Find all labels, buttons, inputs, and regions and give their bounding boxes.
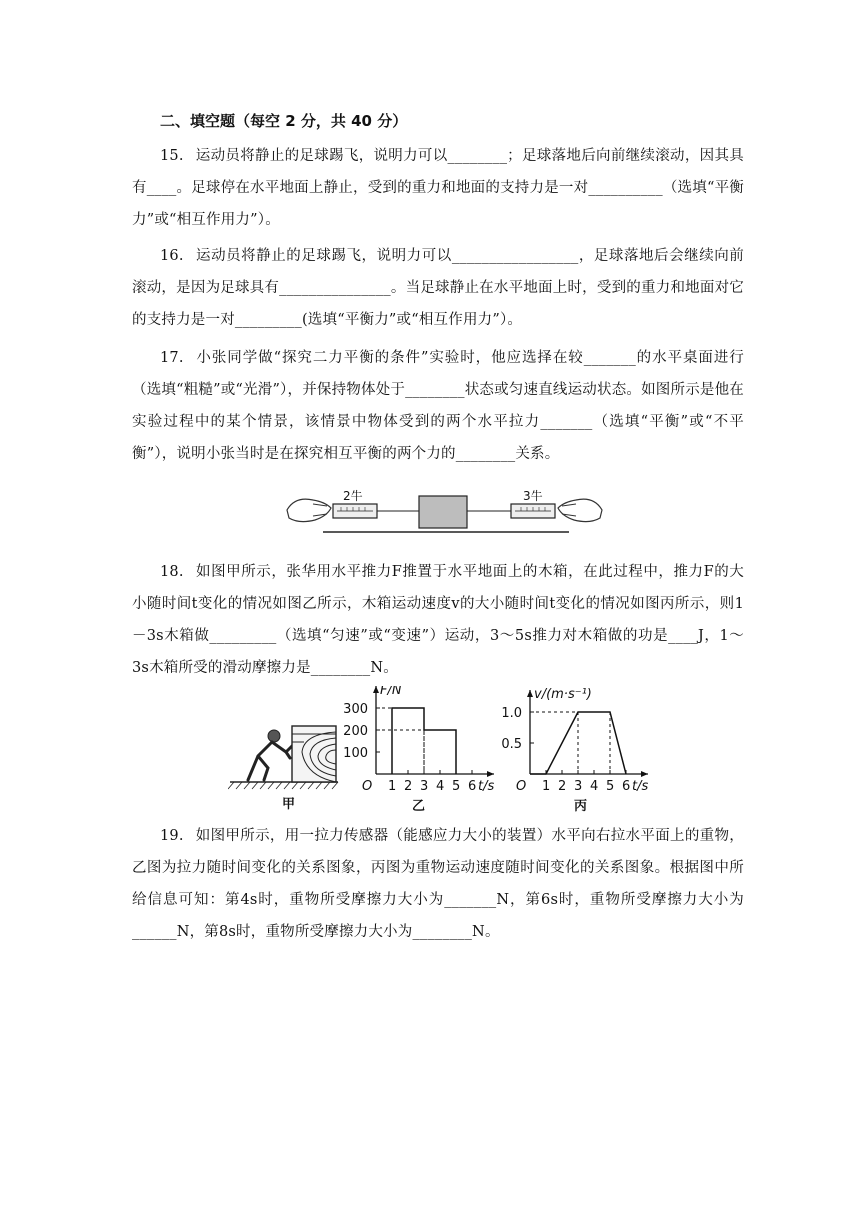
- force-chart-y-axis-label: F/N: [380, 686, 402, 698]
- velocity-chart-x-axis-label: t/s: [632, 779, 649, 794]
- caption-yi: 乙: [412, 799, 426, 814]
- question-number: 15.: [160, 148, 184, 164]
- force-chart-x-tick-label: 2: [404, 779, 413, 794]
- question-19: [132, 820, 744, 948]
- question-number: 17.: [160, 350, 184, 366]
- q18-figure: [228, 686, 664, 816]
- force-chart-x-axis-label: t/s: [478, 779, 495, 794]
- question-17: [132, 342, 744, 470]
- force-chart-y-tick-label: 200: [343, 724, 368, 739]
- force-chart-x-tick-label: 1: [388, 779, 397, 794]
- spring-scale-figure: [283, 486, 606, 534]
- velocity-chart-y-tick-label: 0.5: [501, 737, 522, 752]
- velocity-chart-x-tick-label: 4: [590, 779, 599, 794]
- velocity-chart-y-arrow-icon: [527, 690, 533, 697]
- velocity-chart-y-axis-label: v/(m·s⁻¹): [534, 687, 592, 702]
- question-15: [132, 140, 744, 236]
- velocity-chart-x-tick-label: 6: [622, 779, 631, 794]
- velocity-time-chart: [501, 687, 648, 814]
- force-chart-x-tick-label: 5: [452, 779, 461, 794]
- velocity-chart-x-arrow-icon: [641, 771, 648, 777]
- velocity-chart-x-tick-label: 5: [606, 779, 615, 794]
- question-number: 16.: [160, 248, 184, 264]
- force-chart-origin-label: O: [362, 779, 373, 794]
- question-18: [132, 556, 744, 684]
- force-chart-x-arrow-icon: [487, 771, 494, 777]
- question-text: 如图甲所示，张华用水平推力F推置于水平地面上的木箱，在此过程中，推力F的大小随时间t变化的情况如图乙所示，木箱运动速度v的大小随时间t变化的情况如图丙所示，则1－3s木箱做_________（选填“匀速”或“变速”）运动，3～5s推力对木箱做的功是____J，1～3s木箱所受的滑动摩擦力是________N。: [132, 564, 744, 676]
- force-chart-y-arrow-icon: [373, 686, 379, 693]
- section-title: 二、填空题（每空 2 分，共 40 分）: [160, 112, 408, 130]
- force-chart-y-tick-label: 100: [343, 746, 368, 761]
- question-text: 如图甲所示，用一拉力传感器（能感应力大小的装置）水平向右拉水平面上的重物，乙图为拉力随时间变化的关系图象，丙图为重物运动速度随时间变化的关系图象。根据图中所给信息可知：第4s时，重物所受摩擦力大小为_______N，第6s时，重物所受摩擦力大小为______N，第8s时，重物所受摩擦力大小为________N。: [132, 828, 744, 940]
- person-body-icon: [248, 742, 292, 780]
- right-hand-icon: [558, 499, 602, 521]
- force-time-chart: [343, 686, 494, 814]
- question-text: 小张同学做“探究二力平衡的条件”实验时，他应选择在较_______的水平桌面进行（选填“粗糙”或“光滑”），并保持物体处于________状态或匀速直线运动状态。如图所示是他在实验过程中的某个情景，该情景中物体受到的两个水平拉力_______（选填“平衡”或“不平衡”），说明小张当时是在探究相互平衡的两个力的________关系。: [132, 350, 744, 462]
- pushing-figure: [228, 726, 338, 812]
- velocity-chart-origin-label: O: [516, 779, 527, 794]
- person-head-icon: [268, 730, 280, 742]
- caption-jia: 甲: [282, 797, 296, 812]
- velocity-chart-x-tick-label: 1: [542, 779, 551, 794]
- velocity-chart-x-tick-label: 2: [558, 779, 567, 794]
- force-chart-x-tick-label: 4: [436, 779, 445, 794]
- left-hand-icon: [287, 499, 331, 521]
- right-force-label: 3牛: [523, 489, 543, 503]
- caption-bing: 丙: [574, 799, 588, 814]
- force-chart-x-tick-label: 6: [468, 779, 477, 794]
- velocity-chart-x-tick-label: 3: [574, 779, 583, 794]
- question-text: 运动员将静止的足球踢飞，说明力可以________；足球落地后向前继续滚动，因其具有____。足球停在水平地面上静止，受到的重力和地面的支持力是一对__________（选填“平衡力”或“相互作用力”）。: [132, 148, 744, 228]
- force-chart-y-tick-label: 300: [343, 702, 368, 717]
- question-number: 19.: [160, 828, 184, 844]
- left-force-label: 2牛: [343, 489, 363, 503]
- velocity-chart-y-tick-label: 1.0: [501, 706, 522, 721]
- block: [419, 496, 467, 528]
- question-text: 运动员将静止的足球踢飞，说明力可以_________________，足球落地后会继续向前滚动，是因为足球具有_______________。当足球静止在水平地面上时，受到的重力和地面对它的支持力是一对_________(选填“平衡力”或“相互作用力”）。: [132, 248, 744, 328]
- force-chart-x-tick-label: 3: [420, 779, 429, 794]
- question-number: 18.: [160, 564, 184, 580]
- question-16: [132, 240, 744, 336]
